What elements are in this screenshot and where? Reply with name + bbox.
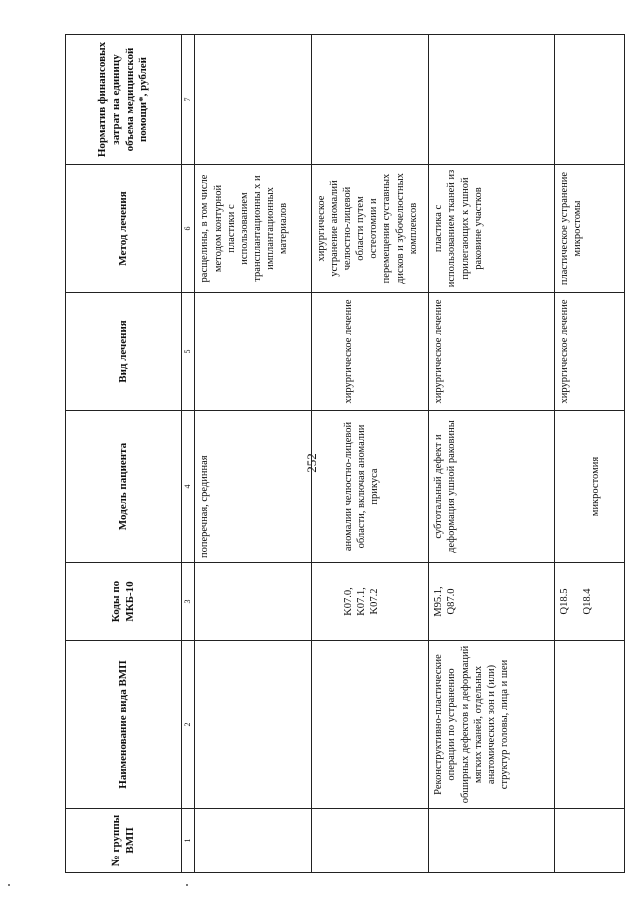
cell-treatment-type: хирургическое лечение (554, 293, 624, 411)
icd-code: K07.1, (355, 587, 367, 616)
cell-treatment-method: пластика с использованием тканей из прилегающих к ушной раковине участков (429, 165, 554, 293)
header-vmp-name: Наименование вида ВМП (66, 641, 182, 809)
header-patient-model: Модель пациента (66, 411, 182, 563)
cell-group (195, 809, 311, 873)
cell-group (311, 809, 428, 873)
column-number: 2 (182, 641, 195, 809)
cell-treatment-method: расщелины, в том числе методом контурной пластики с использованием трансплантационны х и имплантационных материалов (195, 165, 311, 293)
icd-code: M95.1, (433, 586, 445, 617)
cell-vmp-name (195, 641, 311, 809)
column-number: 6 (182, 165, 195, 293)
cell-group (429, 809, 554, 873)
table-header-row (66, 35, 182, 873)
column-number: 5 (182, 293, 195, 411)
header-icd-codes: Коды по МКБ-10 (66, 563, 182, 641)
cell-vmp-name (554, 641, 624, 809)
table-row (311, 35, 428, 873)
column-number: 1 (182, 809, 195, 873)
cell-treatment-type: хирургическое лечение (429, 293, 554, 411)
cell-treatment-type (195, 293, 311, 411)
icd-code: K07.0, (342, 587, 354, 616)
table-row (195, 35, 311, 873)
cell-vmp-name: Реконструктивно-пластические операции по устранению обширных дефектов и деформаций мягких тканей, отдельных анатомических зон и (или) структур головы, лица и шеи (429, 641, 554, 809)
header-cost-norm: Норматив финансовых затрат на единицу объема медицинской помощи*, рублей (66, 35, 182, 165)
header-treatment-method: Метод лечения (66, 165, 182, 293)
cell-group (554, 809, 624, 873)
header-group-number: № группы ВМП (66, 809, 182, 873)
cell-cost-norm (311, 35, 428, 165)
column-number: 4 (182, 411, 195, 563)
vmp-table (65, 34, 625, 873)
cell-cost-norm (429, 35, 554, 165)
cell-patient-model: микростомия (554, 411, 624, 563)
cell-patient-model: аномалии челюстно-лицевой области, включая аномалии прикуса (311, 411, 428, 563)
cell-treatment-method: пластическое устранение микростомы (554, 165, 624, 293)
table-row (429, 35, 554, 873)
column-number: 7 (182, 35, 195, 165)
cell-treatment-type: хирургическое лечение (311, 293, 428, 411)
cell-codes (311, 563, 428, 641)
header-treatment-type: Вид лечения (66, 293, 182, 411)
cell-cost-norm (554, 35, 624, 165)
icd-code: Q18.5 (558, 588, 570, 615)
column-number-row (182, 35, 195, 873)
rotated-table-container (65, 35, 625, 873)
column-number: 3 (182, 563, 195, 641)
cell-cost-norm (195, 35, 311, 165)
cell-treatment-method: хирургическое устранение аномалий челюстно-лицевой области путем остеотомии и перемещения суставных дисков и зубочелюстных комплексов (311, 165, 428, 293)
scan-speck (8, 884, 10, 886)
page-number: 252 (304, 453, 319, 473)
cell-codes (554, 563, 624, 641)
scan-speck (186, 884, 188, 886)
table-row (554, 35, 624, 873)
icd-code: Q18.4 (581, 588, 593, 615)
icd-code: Q87.0 (446, 588, 458, 615)
cell-patient-model: субтотальный дефект и деформация ушной раковины (429, 411, 554, 563)
icd-code: K07.2 (369, 588, 381, 615)
cell-vmp-name (311, 641, 428, 809)
cell-codes (195, 563, 311, 641)
cell-patient-model: поперечная, срединная (195, 411, 311, 563)
cell-codes (429, 563, 554, 641)
